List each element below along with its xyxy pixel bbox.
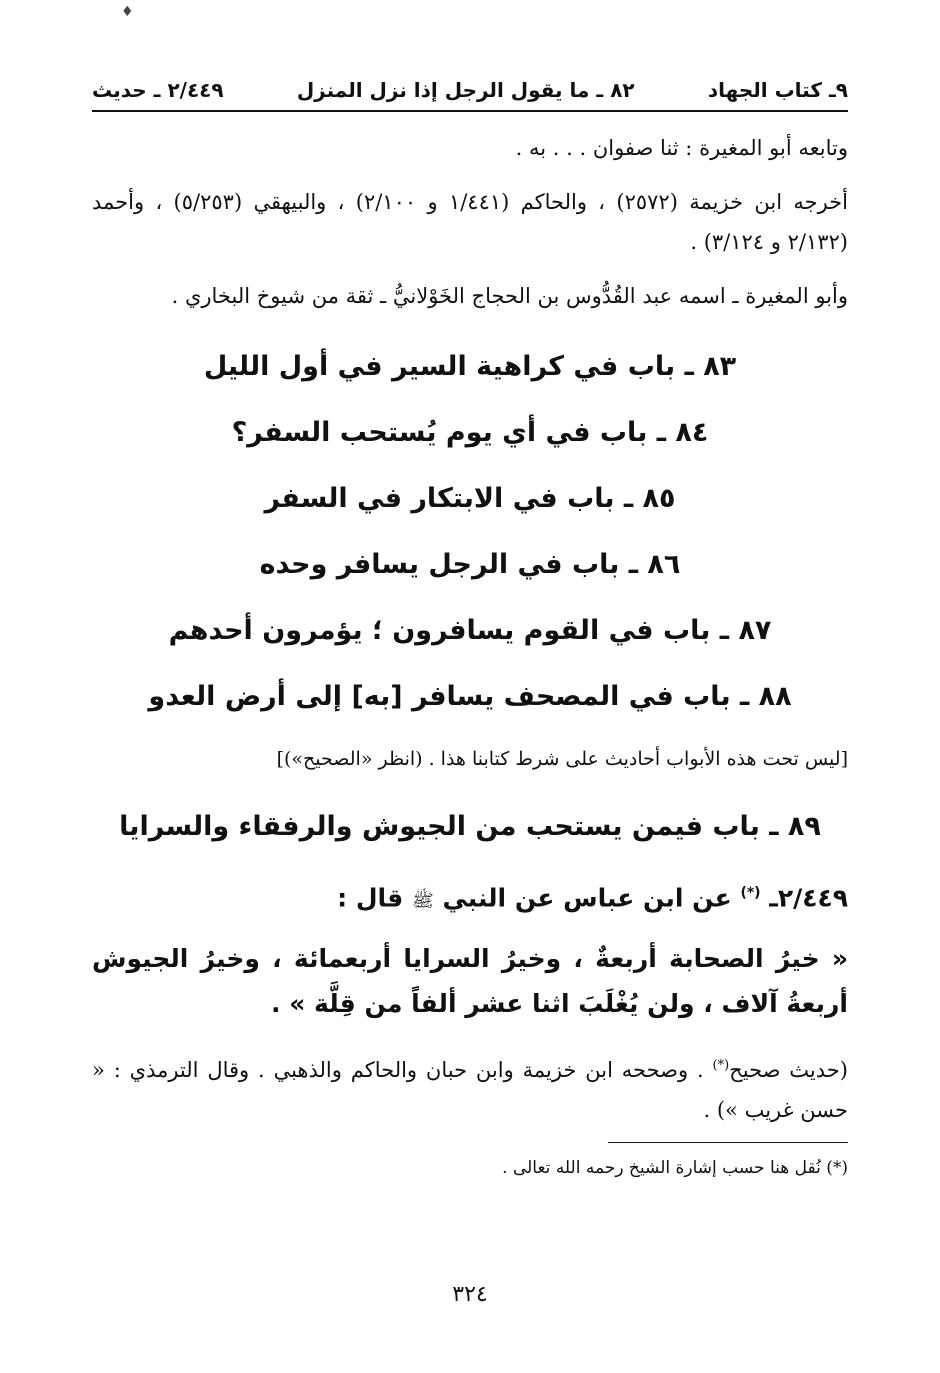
chapter-87-heading: ٨٧ ـ باب في القوم يسافرون ؛ يؤمرون أحدهم <box>168 615 772 646</box>
paragraph-follow-up: وتابعه أبو المغيرة : ثنا صفوان . . . به . <box>515 136 848 160</box>
header-rule <box>92 110 848 112</box>
running-header <box>92 72 848 108</box>
chapter-88-heading: ٨٨ ـ باب في المصحف يسافر [به] إلى أرض العدو <box>148 681 792 712</box>
chapter-83-heading: ٨٣ ـ باب في كراهية السير في أول الليل <box>203 351 737 382</box>
grading-footnote-marker: (*) <box>712 1058 730 1074</box>
header-chapter-title: ٨٢ ـ ما يقول الرجل إذا نزل المنزل <box>296 78 635 102</box>
chapter-85-heading: ٨٥ ـ باب في الابتكار في السفر <box>264 483 676 514</box>
hadith-intro: عن ابن عباس عن النبي <box>442 883 732 913</box>
chapter-89-heading: ٨٩ ـ باب فيمن يستحب من الجيوش والرفقاء والسرايا <box>119 811 821 842</box>
grading-open: (حديث صحيح <box>729 1058 848 1083</box>
chapter-84-heading: ٨٤ ـ باب في أي يوم يُستحب السفر؟ <box>231 417 709 448</box>
paragraph-sources: أخرجه ابن خزيمة (٢٥٧٢) ، والحاكم (١/٤٤١ و ٢/١٠٠) ، والبيهقي (٥/٢٥٣) ، وأحمد (٢/١٣٢ و ٣/١٢٤) . <box>92 190 849 254</box>
chapter-86-heading: ٨٦ ـ باب في الرجل يسافر وحده <box>259 549 681 580</box>
hadith-grading <box>92 1046 848 1130</box>
salutation-glyph: ﷺ <box>412 890 434 912</box>
grading-rest: . وصححه ابن خزيمة وابن حبان والحاكم والذهبي . وقال الترمذي : « حسن غريب ») . <box>92 1058 848 1123</box>
bracket-note: [ليس تحت هذه الأبواب أحاديث على شرط كتابنا هذا . (انظر «الصحيح»)] <box>276 748 848 770</box>
hadith-footnote-marker: (*) <box>740 885 761 901</box>
paragraph-narrator: وأبو المغيرة ـ اسمه عبد القُدُّوس بن الحجاج الخَوْلانيُّ ـ ثقة من شيوخ البخاري . <box>171 284 848 308</box>
header-book-title: ٩ـ كتاب الجهاد <box>707 78 848 102</box>
footnote-rule <box>608 1142 848 1143</box>
corner-mark: ♦ <box>121 4 134 20</box>
footnote: (*) نُقل هنا حسب إشارة الشيخ رحمه الله تعالى . <box>502 1158 848 1179</box>
page-number: ٣٢٤ <box>452 1282 488 1307</box>
page-body <box>92 128 848 1183</box>
hadith-text: « خيرُ الصحابة أربعةٌ ، وخيرُ السرايا أربعمائة ، وخيرُ الجيوش أربعةُ آلاف ، ولن يُغْلَبَ اثنا عشر ألفاً من قِلَّة » . <box>92 944 848 1019</box>
hadith-qala: قال : <box>337 883 404 913</box>
hadith-heading <box>92 872 848 922</box>
hadith-number: ٢/٤٤٩ـ <box>769 883 848 913</box>
header-hadith-ref: ٢/٤٤٩ ـ حديث <box>92 78 224 102</box>
